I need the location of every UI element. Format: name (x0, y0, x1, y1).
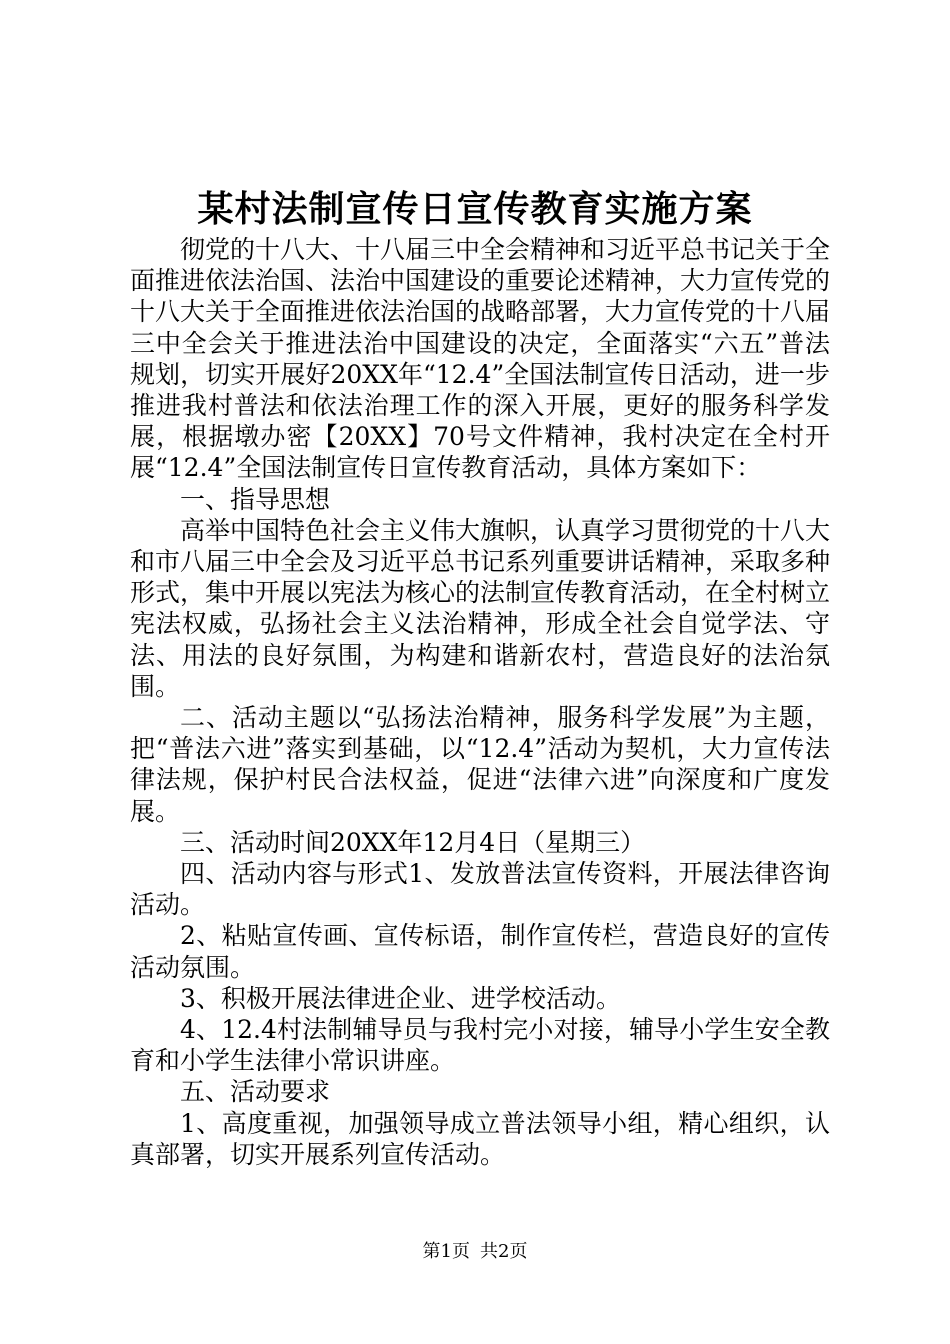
paragraph-activity-time: 三、活动时间20XX年12月4日（星期三） (180, 827, 646, 857)
section-heading-guiding-ideology: 一、指导思想 (180, 484, 331, 514)
page-footer (0, 1240, 950, 1264)
paragraph-intro: 彻党的十八大、十八届三中全会精神和习近平总书记关于全面推进依法治国、法治中国建设的重要论述精神，大力宣传党的十八大关于全面推进依法治国的战略部署，大力宣传党的十八届三中全会关于推进法治中国建设的决定，全面落实“六五”普法规划，切实开展好20XX年“12.4”全国法制宣传日活动，进一步推进我村普法和依法治理工作的深入开展，更好的服务科学发展，根据墩办密【20XX】70号文件精神，我村决定在全村开展“12.4”全国法制宣传日宣传教育活动，具体方案如下： (130, 235, 831, 483)
paragraph-item-2: 2、粘贴宣传画、宣传标语，制作宣传栏，营造良好的宣传活动氛围。 (130, 921, 830, 982)
page-total: 共2页 (480, 1241, 528, 1262)
paragraph-item-3: 3、积极开展法律进企业、进学校活动。 (180, 983, 621, 1013)
section-heading-requirements: 五、活动要求 (180, 1077, 331, 1107)
paragraph-activity-theme: 二、活动主题以“弘扬法治精神，服务科学发展”为主题，把“普法六进”落实到基础，以“12.4”活动为契机，大力宣传法律法规，保护村民合法权益，促进“法律六进”向深度和广度发展。 (130, 703, 830, 826)
paragraph-requirement-1: 1、高度重视，加强领导成立普法领导小组，精心组织，认真部署，切实开展系列宣传活动。 (130, 1108, 830, 1169)
paragraph-activity-content: 四、活动内容与形式1、发放普法宣传资料，开展法律咨询活动。 (130, 859, 830, 920)
page-number: 第1页 (422, 1241, 470, 1262)
document-body (130, 234, 830, 1170)
document-title: 某村法制宣传日宣传教育实施方案 (197, 188, 753, 230)
paragraph-item-4: 4、12.4村法制辅导员与我村完小对接，辅导小学生安全教育和小学生法律小常识讲座。 (130, 1015, 830, 1076)
paragraph-guiding-ideology: 高举中国特色社会主义伟大旗帜，认真学习贯彻党的十八大和市八届三中全会及习近平总书记系列重要讲话精神，采取多种形式，集中开展以宪法为核心的法制宣传教育活动，在全村树立宪法权威，弘扬社会主义法治精神，形成全社会自觉学法、守法、用法的良好氛围，为构建和谐新农村，营造良好的法治氛围。 (130, 515, 831, 701)
